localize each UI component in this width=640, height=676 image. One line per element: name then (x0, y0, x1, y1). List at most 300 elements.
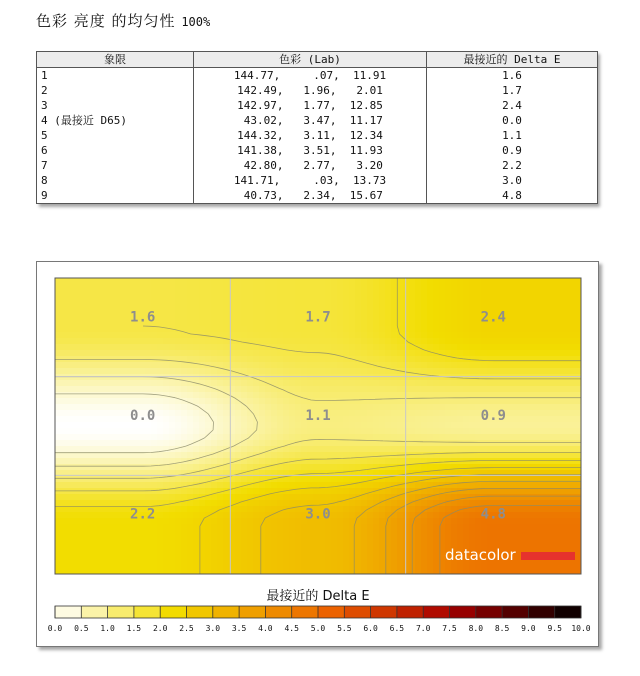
heatmap-tile (463, 278, 469, 284)
heatmap-tile (313, 362, 319, 368)
heatmap-tile (391, 302, 397, 308)
heatmap-tile (307, 380, 313, 386)
heatmap-tile (457, 404, 463, 410)
heatmap-tile (313, 338, 319, 344)
heatmap-tile (55, 332, 61, 338)
heatmap-tile (523, 440, 529, 446)
heatmap-tile (139, 476, 145, 482)
heatmap-tile (469, 446, 475, 452)
heatmap-tile (391, 458, 397, 464)
heatmap-tile (103, 548, 109, 554)
heatmap-tile (259, 338, 265, 344)
heatmap-tile (367, 512, 373, 518)
heatmap-tile (535, 410, 541, 416)
heatmap-tile (541, 530, 547, 536)
heatmap-tile (199, 446, 205, 452)
heatmap-tile (85, 338, 91, 344)
heatmap-tile (499, 398, 505, 404)
heatmap-tile (73, 440, 79, 446)
heatmap-tile (217, 512, 223, 518)
heatmap-tile (517, 368, 523, 374)
heatmap-tile (199, 500, 205, 506)
heatmap-tile (265, 530, 271, 536)
heatmap-tile (541, 506, 547, 512)
heatmap-tile (55, 530, 61, 536)
heatmap-tile (457, 446, 463, 452)
heatmap-tile (163, 278, 169, 284)
heatmap-tile (103, 494, 109, 500)
heatmap-tile (277, 362, 283, 368)
heatmap-tile (331, 536, 337, 542)
heatmap-tile (151, 476, 157, 482)
heatmap-tile (397, 410, 403, 416)
heatmap-tile (187, 410, 193, 416)
heatmap-tile (241, 386, 247, 392)
heatmap-tile (517, 290, 523, 296)
heatmap-tile (187, 290, 193, 296)
heatmap-tile (301, 284, 307, 290)
heatmap-tile (139, 326, 145, 332)
heatmap-tile (463, 446, 469, 452)
heatmap-tile (271, 434, 277, 440)
heatmap-tile (343, 404, 349, 410)
heatmap-tile (223, 350, 229, 356)
heatmap-tile (523, 530, 529, 536)
heatmap-tile (571, 494, 577, 500)
heatmap-tile (115, 512, 121, 518)
heatmap-tile (145, 332, 151, 338)
heatmap-tile (139, 548, 145, 554)
data-label: 0.9 (480, 408, 506, 425)
heatmap-tile (325, 524, 331, 530)
heatmap-tile (535, 332, 541, 338)
heatmap-tile (349, 326, 355, 332)
heatmap-tile (547, 296, 553, 302)
heatmap-tile (559, 410, 565, 416)
heatmap-tile (355, 344, 361, 350)
heatmap-tile (403, 386, 409, 392)
heatmap-tile (415, 278, 421, 284)
heatmap-tile (133, 476, 139, 482)
heatmap-tile (109, 338, 115, 344)
heatmap-tile (529, 512, 535, 518)
heatmap-tile (313, 464, 319, 470)
heatmap-tile (163, 290, 169, 296)
heatmap-tile (97, 398, 103, 404)
heatmap-tile (529, 434, 535, 440)
heatmap-tile (535, 404, 541, 410)
heatmap-tile (391, 566, 397, 572)
heatmap-tile (475, 374, 481, 380)
scale-tick-label: 2.0 (152, 624, 168, 633)
heatmap-tile (469, 326, 475, 332)
heatmap-tile (139, 542, 145, 548)
heatmap-tile (283, 464, 289, 470)
heatmap-tile (541, 566, 547, 572)
heatmap-tile (115, 278, 121, 284)
heatmap-tile (67, 524, 73, 530)
heatmap-tile (169, 548, 175, 554)
heatmap-tile (421, 356, 427, 362)
heatmap-tile (61, 320, 67, 326)
heatmap-tile (187, 338, 193, 344)
heatmap-tile (217, 428, 223, 434)
heatmap-tile (421, 452, 427, 458)
heatmap-tile (523, 494, 529, 500)
heatmap-tile (313, 278, 319, 284)
heatmap-tile (79, 398, 85, 404)
heatmap-tile (205, 566, 211, 572)
heatmap-tile (319, 548, 325, 554)
heatmap-tile (181, 374, 187, 380)
heatmap-tile (85, 326, 91, 332)
heatmap-tile (55, 422, 61, 428)
scale-tick-label: 8.5 (494, 624, 510, 633)
heatmap-tile (61, 290, 67, 296)
heatmap-tile (355, 386, 361, 392)
heatmap-tile (199, 284, 205, 290)
heatmap-tile (469, 338, 475, 344)
heatmap-tile (559, 524, 565, 530)
heatmap-tile (73, 296, 79, 302)
heatmap-tile (121, 344, 127, 350)
heatmap-tile (319, 488, 325, 494)
heatmap-tile (427, 296, 433, 302)
heatmap-tile (247, 476, 253, 482)
heatmap-tile (283, 452, 289, 458)
heatmap-tile (361, 410, 367, 416)
heatmap-tile (259, 320, 265, 326)
heatmap-tile (397, 404, 403, 410)
heatmap-tile (61, 332, 67, 338)
heatmap-tile (463, 464, 469, 470)
heatmap-tile (451, 290, 457, 296)
heatmap-tile (559, 506, 565, 512)
heatmap-tile (535, 320, 541, 326)
heatmap-tile (385, 320, 391, 326)
heatmap-tile (271, 368, 277, 374)
heatmap-tile (391, 542, 397, 548)
heatmap-tile (397, 542, 403, 548)
heatmap-tile (151, 560, 157, 566)
heatmap-tile (217, 350, 223, 356)
heatmap-tile (301, 554, 307, 560)
heatmap-tile (313, 446, 319, 452)
heatmap-tile (517, 560, 523, 566)
heatmap-tile (499, 428, 505, 434)
heatmap-tile (403, 344, 409, 350)
heatmap-tile (331, 428, 337, 434)
heatmap-tile (109, 530, 115, 536)
heatmap-tile (97, 380, 103, 386)
heatmap-tile (193, 506, 199, 512)
heatmap-tile (421, 368, 427, 374)
heatmap-tile (571, 284, 577, 290)
heatmap-tile (247, 398, 253, 404)
heatmap-tile (103, 290, 109, 296)
heatmap-tile (235, 410, 241, 416)
heatmap-tile (349, 338, 355, 344)
heatmap-tile (223, 296, 229, 302)
heatmap-tile (457, 320, 463, 326)
heatmap-tile (133, 560, 139, 566)
heatmap-tile (181, 440, 187, 446)
heatmap-tile (511, 488, 517, 494)
heatmap-tile (355, 440, 361, 446)
cell-delta-e: 4.8 (427, 188, 598, 204)
heatmap-tile (571, 506, 577, 512)
heatmap-tile (463, 290, 469, 296)
heatmap-tile (319, 446, 325, 452)
heatmap-tile (163, 542, 169, 548)
heatmap-tile (361, 296, 367, 302)
heatmap-tile (337, 446, 343, 452)
heatmap-tile (283, 548, 289, 554)
heatmap-tile (253, 512, 259, 518)
heatmap-tile (79, 548, 85, 554)
heatmap-tile (463, 308, 469, 314)
heatmap-tile (79, 512, 85, 518)
heatmap-tile (61, 494, 67, 500)
heatmap-tile (439, 368, 445, 374)
heatmap-tile (265, 284, 271, 290)
heatmap-tile (61, 368, 67, 374)
heatmap-tile (217, 374, 223, 380)
heatmap-tile (427, 464, 433, 470)
heatmap-tile (277, 302, 283, 308)
heatmap-tile (187, 416, 193, 422)
heatmap-tile (199, 476, 205, 482)
heatmap-tile (157, 530, 163, 536)
heatmap-tile (349, 332, 355, 338)
heatmap-tile (133, 326, 139, 332)
heatmap-tile (355, 290, 361, 296)
heatmap-tile (133, 524, 139, 530)
heatmap-tile (457, 512, 463, 518)
heatmap-tile (91, 344, 97, 350)
heatmap-tile (259, 458, 265, 464)
heatmap-tile (331, 416, 337, 422)
heatmap-tile (325, 488, 331, 494)
heatmap-tile (85, 428, 91, 434)
heatmap-tile (415, 452, 421, 458)
heatmap-tile (115, 518, 121, 524)
heatmap-tile (289, 512, 295, 518)
heatmap-tile (271, 518, 277, 524)
heatmap-tile (103, 434, 109, 440)
heatmap-tile (241, 566, 247, 572)
heatmap-tile (511, 326, 517, 332)
heatmap-tile (331, 566, 337, 572)
heatmap-tile (169, 344, 175, 350)
heatmap-tile (439, 440, 445, 446)
heatmap-tile (259, 296, 265, 302)
heatmap-tile (463, 326, 469, 332)
heatmap-tile (181, 410, 187, 416)
heatmap-tile (181, 434, 187, 440)
heatmap-tile (115, 476, 121, 482)
heatmap-tile (175, 536, 181, 542)
heatmap-tile (337, 362, 343, 368)
heatmap-tile (217, 410, 223, 416)
heatmap-tile (367, 536, 373, 542)
heatmap-tile (259, 512, 265, 518)
heatmap-tile (259, 434, 265, 440)
heatmap-tile (109, 386, 115, 392)
heatmap-tile (223, 320, 229, 326)
heatmap-tile (385, 296, 391, 302)
heatmap-tile (115, 524, 121, 530)
heatmap-tile (553, 350, 559, 356)
heatmap-tile (331, 374, 337, 380)
heatmap-tile (427, 548, 433, 554)
heatmap-tile (211, 476, 217, 482)
heatmap-tile (319, 542, 325, 548)
heatmap-tile (367, 278, 373, 284)
heatmap-tile (373, 428, 379, 434)
heatmap-tile (427, 536, 433, 542)
heatmap-tile (523, 326, 529, 332)
heatmap-tile (349, 320, 355, 326)
heatmap-tile (397, 308, 403, 314)
heatmap-tile (367, 428, 373, 434)
heatmap-tile (331, 386, 337, 392)
heatmap-tile (235, 452, 241, 458)
heatmap-tile (97, 512, 103, 518)
heatmap-tile (511, 446, 517, 452)
heatmap-tile (433, 410, 439, 416)
heatmap-tile (157, 380, 163, 386)
heatmap-tile (241, 344, 247, 350)
heatmap-tile (349, 422, 355, 428)
heatmap-tile (271, 404, 277, 410)
heatmap-tile (463, 434, 469, 440)
heatmap-tile (307, 344, 313, 350)
heatmap-tile (325, 560, 331, 566)
heatmap-tile (373, 332, 379, 338)
heatmap-tile (265, 524, 271, 530)
heatmap-tile (397, 416, 403, 422)
heatmap-tile (85, 386, 91, 392)
heatmap-tile (265, 326, 271, 332)
heatmap-tile (403, 380, 409, 386)
heatmap-tile (73, 290, 79, 296)
heatmap-tile (397, 356, 403, 362)
heatmap-tile (421, 290, 427, 296)
heatmap-tile (523, 458, 529, 464)
heatmap-tile (553, 458, 559, 464)
heatmap-tile (109, 350, 115, 356)
heatmap-tile (343, 512, 349, 518)
heatmap-tile (181, 392, 187, 398)
heatmap-tile (217, 566, 223, 572)
heatmap-tile (361, 542, 367, 548)
heatmap-tile (487, 350, 493, 356)
heatmap-tile (295, 302, 301, 308)
heatmap-tile (361, 482, 367, 488)
heatmap-tile (121, 320, 127, 326)
heatmap-tile (529, 410, 535, 416)
heatmap-tile (463, 524, 469, 530)
heatmap-tile (241, 296, 247, 302)
heatmap-tile (211, 350, 217, 356)
heatmap-tile (391, 362, 397, 368)
heatmap-tile (547, 350, 553, 356)
heatmap-tile (301, 482, 307, 488)
heatmap-tile (523, 320, 529, 326)
heatmap-tile (121, 386, 127, 392)
heatmap-tile (97, 326, 103, 332)
heatmap-tile (571, 536, 577, 542)
heatmap-tile (511, 296, 517, 302)
heatmap-tile (235, 362, 241, 368)
heatmap-tile (481, 368, 487, 374)
heatmap-tile (241, 428, 247, 434)
heatmap-tile (571, 422, 577, 428)
heatmap-tile (367, 452, 373, 458)
heatmap-tile (85, 416, 91, 422)
heatmap-tile (145, 296, 151, 302)
heatmap-tile (121, 326, 127, 332)
heatmap-tile (133, 494, 139, 500)
heatmap-tile (91, 434, 97, 440)
heatmap-tile (517, 524, 523, 530)
heatmap-tile (541, 536, 547, 542)
heatmap-tile (163, 434, 169, 440)
heatmap-tile (307, 302, 313, 308)
heatmap-tile (409, 278, 415, 284)
heatmap-tile (529, 380, 535, 386)
heatmap-tile (211, 368, 217, 374)
heatmap-tile (439, 332, 445, 338)
heatmap-tile (145, 536, 151, 542)
heatmap-tile (91, 386, 97, 392)
heatmap-tile (445, 338, 451, 344)
heatmap-tile (253, 554, 259, 560)
heatmap-tile (253, 380, 259, 386)
heatmap-tile (85, 548, 91, 554)
heatmap-tile (547, 542, 553, 548)
heatmap-tile (397, 548, 403, 554)
heatmap-tile (463, 380, 469, 386)
heatmap-tile (295, 518, 301, 524)
heatmap-tile (205, 404, 211, 410)
heatmap-tile (223, 566, 229, 572)
heatmap-tile (235, 530, 241, 536)
cell-lab: 142.49, 1.96, 2.01 (194, 83, 427, 98)
heatmap-tile (307, 350, 313, 356)
heatmap-tile (133, 446, 139, 452)
heatmap-tile (91, 410, 97, 416)
heatmap-tile (469, 566, 475, 572)
heatmap-tile (79, 362, 85, 368)
heatmap-tile (265, 536, 271, 542)
heatmap-tile (247, 350, 253, 356)
heatmap-tile (61, 422, 67, 428)
heatmap-tile (457, 440, 463, 446)
heatmap-tile (355, 500, 361, 506)
heatmap-tile (187, 422, 193, 428)
heatmap-tile (181, 542, 187, 548)
heatmap-tile (535, 530, 541, 536)
heatmap-tile (379, 416, 385, 422)
heatmap-tile (325, 500, 331, 506)
heatmap-tile (397, 422, 403, 428)
heatmap-tile (235, 506, 241, 512)
heatmap-tile (409, 320, 415, 326)
heatmap-tile (241, 410, 247, 416)
heatmap-tile (499, 302, 505, 308)
